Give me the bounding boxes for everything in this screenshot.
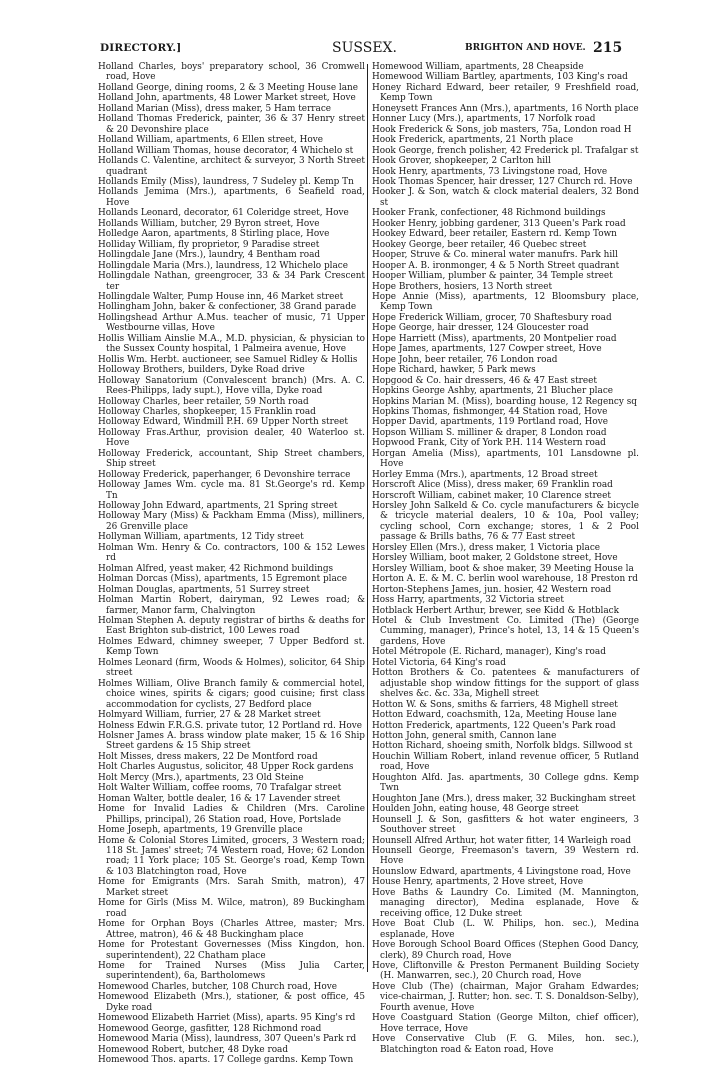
- directory-entry: Home for Emigrants (Mrs. Sarah Smith, matron), 47 Market street: [98, 877, 365, 898]
- directory-entry: Hollingham John, baker & confectioner, 38 Grand parade: [98, 302, 357, 313]
- directory-entry: Homewood Elizabeth Harriet (Miss), aparts. 95 King's rd: [98, 1013, 356, 1024]
- directory-entry: Home for Girls (Miss M. Wilce, matron), 89 Buckingham road: [98, 898, 365, 919]
- directory-entry: Holland William Thomas, house decorator, 4 Whichelo st: [98, 145, 354, 156]
- directory-entry: Holland George, dining rooms, 2 & 3 Meeting House lane: [98, 82, 359, 93]
- directory-entry: Homewood Charles, butcher, 108 Church road, Hove: [98, 981, 337, 992]
- directory-entry: Holmes Leonard (firm, Woods & Holmes), solicitor, 64 Ship street: [98, 657, 365, 679]
- directory-entry: Hoss Harry, apartments, 32 Victoria street: [372, 595, 564, 606]
- directory-entry: Houchin William Robert, inland revenue officer, 5 Rutland road, Hove: [372, 751, 639, 773]
- directory-entry: Home for Invalid Ladies & Children (Mrs. Caroline Phillips, principal), 26 Station road, Hove, Portslade: [98, 804, 365, 825]
- directory-entry: Hope George, hair dresser, 124 Gloucester road: [372, 323, 589, 334]
- directory-entry: Home Joseph, apartments, 19 Grenville place: [98, 825, 303, 836]
- directory-entry: Hookey George, beer retailer, 46 Quebec street: [372, 239, 587, 250]
- directory-entry: Holman Stephen A. deputy registrar of births & deaths for East Brighton sub-district, 100 Lewes road: [98, 616, 365, 637]
- directory-entry: Hollands Leonard, decorator, 61 Coleridge street, Hove: [98, 208, 349, 219]
- directory-entry: Hopper David, apartments, 119 Portland road, Hove: [372, 417, 608, 428]
- directory-entry: Homewood George, gasfitter, 128 Richmond road: [98, 1023, 322, 1034]
- directory-entry: Holloway Mary (Miss) & Packham Emma (Miss), milliners, 26 Grenville place: [98, 511, 365, 532]
- directory-entry: Houghton Jane (Mrs.), dress maker, 32 Buckingham street: [372, 793, 636, 804]
- directory-entry: Horscroft Alice (Miss), dress maker, 69 Franklin road: [372, 480, 613, 491]
- directory-entry: Hotton John, general smith, Cannon lane: [372, 731, 557, 741]
- directory-entry: Hollis Wm. Herbt. auctioneer, see Samuel Ridley & Hollis: [98, 354, 358, 365]
- directory-entry: Hooper A. B. ironmonger, 4 & 5 North Street quadrant: [372, 260, 620, 271]
- directory-entry: Hollyman William, apartments, 12 Tidy street: [98, 532, 304, 543]
- directory-entry: Holloway Charles, beer retailer, 59 North road: [98, 396, 309, 407]
- directory-entry: Hope Harriett (Miss), apartments, 20 Montpelier road: [372, 333, 617, 344]
- directory-entry: Hotel & Club Investment Co. Limited (The) (George Cumming, manager), Prince's hotel, 13, 14 & 15 Queen's gardens, Hove: [372, 616, 639, 647]
- directory-entry: Hopwood Frank, City of York P.H. 114 Western road: [372, 438, 606, 449]
- directory-entry: Holland Charles, boys' preparatory school, 36 Cromwell road, Hove: [98, 62, 365, 83]
- directory-entry: Hollands Jemima (Mrs.), apartments, 6 Seafield road, Hove: [98, 187, 365, 208]
- directory-entry: Homan Walter, bottle dealer, 16 & 17 Lavender street: [98, 793, 341, 804]
- directory-entry: Hopkins George Ashby, apartments, 21 Blucher place: [372, 386, 614, 397]
- directory-entry: Horsley John Salkeld & Co. cycle manufacturers & bicycle & tricycle material dealers, 10 & 10a, Pool valley; cycling school, Corn exchange; stores, 1 & 2 Pool passage & Brills baths, 76 & 77 East street: [372, 501, 639, 543]
- directory-entry: Hove Club (The) (chairman, Major Graham Edwardes; vice-chairman, J. Rutter; hon. sec. T. S. Donaldson-Selby), Fourth avenue, Hove: [372, 981, 639, 1013]
- directory-entry: Hotel Métropole (E. Richard, manager), King's road: [372, 647, 606, 658]
- directory-entry: House Henry, apartments, 2 Hove street, Hove: [372, 877, 584, 888]
- directory-entry: Hopkins Marian M. (Miss), boarding house, 12 Regency sq: [372, 396, 637, 407]
- directory-entry: Hook Frederick & Sons, job masters, 75a, London road H: [372, 124, 632, 135]
- directory-entry: Holloway Frederick, paperhanger, 6 Devonshire terrace: [98, 469, 351, 480]
- directory-entry: Hollingdale Jane (Mrs.), laundry, 4 Bentham road: [98, 250, 321, 261]
- directory-entry: Hounslow Edward, apartments, 4 Livingstone road, Hove: [372, 866, 631, 877]
- directory-entry: Holliday William, fly proprietor, 9 Paradise street: [98, 239, 320, 250]
- directory-entry: Hope Annie (Miss), apartments, 12 Bloomsbury place, Kemp Town: [372, 291, 639, 313]
- directory-entry: Holloway Brothers, builders, Dyke Road drive: [98, 365, 305, 376]
- directory-entry: Hounsell J. & Son, gasfitters & hot water engineers, 3 Southover street: [372, 814, 639, 836]
- directory-entry: Hook Frederick, apartments, 21 North place: [372, 135, 574, 146]
- directory-entry: Holland William, apartments, 6 Ellen street, Hove: [98, 135, 323, 146]
- directory-entry: Hove Boat Club (L. W. Philips, hon. sec.), Medina esplanade, Hove: [372, 919, 639, 940]
- directory-entry: Hooper William, plumber & painter, 34 Temple street: [372, 271, 613, 282]
- directory-entry: Hotton Brothers & Co. patentees & manufacturers of adjustable shop window fittings for the support of glass shelves &c. &c. 33a, Mighell street: [372, 668, 639, 700]
- running-head-right: BRIGHTON AND HOVE.: [465, 43, 586, 53]
- directory-entry: Hooper, Struve & Co. mineral water manufrs. Park hill: [372, 250, 618, 261]
- directory-entry: Home for Orphan Boys (Charles Attree, master; Mrs. Attree, matron), 46 & 48 Buckingham place: [98, 919, 365, 940]
- directory-entry: Homewood Maria (Miss), laundress, 307 Queen's Park rd: [98, 1034, 357, 1045]
- directory-entry: Hounsell Alfred Arthur, hot water fitter, 14 Warleigh road: [372, 835, 632, 846]
- directory-entry: Homewood Robert, butcher, 48 Dyke road: [98, 1044, 289, 1055]
- directory-entry: Hook Thomas Spencer, hair dresser, 127 Church rd. Hove: [372, 176, 633, 187]
- directory-entry: Horgan Amelia (Miss), apartments, 101 Lansdowne pl. Hove: [372, 448, 639, 470]
- directory-entry: Hope Brothers, hosiers, 13 North street: [372, 281, 553, 292]
- directory-entry: Hove Baths & Laundry Co. Limited (M. Mannington, managing director), Medina esplanade, Hove & receiving office, 12 Duke street: [372, 887, 639, 919]
- directory-entry: Hotton Richard, shoeing smith, Norfolk bldgs. Sillwood st: [372, 741, 633, 752]
- directory-entry: Horscroft William, cabinet maker, 10 Clarence street: [372, 490, 611, 501]
- directory-entry: Hove Conservative Club (F. G. Miles, hon. sec.), Blatchington road & Eaton road, Hove: [372, 1034, 639, 1055]
- page-number: 215: [593, 40, 623, 56]
- directory-entry: Honner Lucy (Mrs.), apartments, 17 Norfolk road: [372, 114, 596, 125]
- directory-entry: Holloway Edward, Windmill P.H. 69 Upper North street: [98, 417, 348, 428]
- directory-entry: Honeysett Frances Ann (Mrs.), apartments, 16 North place: [372, 103, 639, 114]
- directory-entry: Hooker Frank, confectioner, 48 Richmond buildings: [372, 208, 606, 219]
- directory-entry: Hotblack Herbert Arthur, brewer, see Kidd & Hotblack: [372, 605, 619, 616]
- directory-entry: Horsley William, boot & shoe maker, 39 Meeting House la: [372, 563, 634, 574]
- directory-entry: Homewood William, apartments, 28 Cheapside: [372, 62, 584, 72]
- directory-entry: Home & Colonial Stores Limited, grocers, 3 Western road; 118 St. James' street; 74 Western road, Hove; 62 London road; 11 York place; 105 St. George's road, Kemp Town & 103 Blatchington road, Hove: [98, 835, 365, 877]
- directory-entry: Hotton Edward, coachsmith, 12a, Meeting House lane: [372, 710, 617, 721]
- directory-entry: Hollingshead Arthur A.Mus. teacher of music, 71 Upper Westbourne villas, Hove: [98, 312, 365, 334]
- directory-entry: Hotton W. & Sons, smiths & farriers, 48 Mighell street: [372, 699, 618, 710]
- directory-entry: Holsner James A. brass window plate maker, 15 & 16 Ship Street gardens & 15 Ship street: [98, 731, 365, 752]
- running-head-county: SUSSEX.: [332, 40, 397, 56]
- directory-entry: Holland Thomas Frederick, painter, 36 & 37 Henry street & 20 Devonshire place: [98, 114, 365, 135]
- directory-entry: Hollands William, butcher, 29 Byron street, Hove: [98, 218, 320, 229]
- directory-entry: Holloway Fras.Arthur, provision dealer, 40 Waterloo st. Hove: [98, 427, 365, 449]
- directory-entry: Holt Walter William, coffee rooms, 70 Trafalgar street: [98, 783, 342, 794]
- column-divider: [367, 64, 368, 972]
- directory-entry: Hook Henry, apartments, 73 Livingstone road, Hove: [372, 166, 608, 177]
- directory-entry: Horton-Stephens James, jun. hosier, 42 Western road: [372, 584, 612, 595]
- directory-entry: Holt Misses, dress makers, 22 De Montford road: [98, 751, 318, 762]
- directory-entry: Hope Richard, hawker, 5 Park mews: [372, 365, 536, 376]
- directory-entry: Hopkins Thomas, fishmonger, 44 Station road, Hove: [372, 406, 608, 417]
- directory-entry: Holman Douglas, apartments, 51 Surrey street: [98, 584, 310, 595]
- directory-entry: Homewood Thos. aparts. 17 College gardns. Kemp Town: [98, 1055, 354, 1066]
- directory-entry: Hollingdale Walter, Pump House inn, 46 Market street: [98, 291, 344, 302]
- page-header: [100, 40, 640, 56]
- directory-entry: Hove Borough School Board Offices (Stephen Good Dancy, clerk), 89 Church road, Hove: [372, 940, 639, 961]
- directory-entry: Hove Coastguard Station (George Milton, chief officer), Hove terrace, Hove: [372, 1013, 639, 1034]
- directory-entry: Holland Marian (Miss), dress maker, 5 Ham terrace: [98, 103, 332, 114]
- directory-entry: Holman Martin Robert, dairyman, 92 Lewes road; & farmer, Manor farm, Chalvington: [98, 595, 365, 616]
- directory-entry: Holland John, apartments, 48 Lower Market street, Hove: [98, 93, 356, 104]
- directory-entry: Horsley William, boot maker, 2 Goldstone street, Hove: [372, 553, 618, 564]
- directory-entry: Hotton Frederick, apartments, 122 Queen's Park road: [372, 720, 616, 731]
- directory-entry: Horley Emma (Mrs.), apartments, 12 Broad street: [372, 469, 598, 480]
- directory-entry: Holloway Sanatorium (Convalescent branch) (Mrs. A. C. Rees-Philipps, lady supt.), Hove villa, Dyke road: [98, 375, 365, 397]
- directory-entry: Hopson William S. milliner & draper, 8 London road: [372, 427, 607, 438]
- directory-entry: Holman Alfred, yeast maker, 42 Richmond buildings: [98, 563, 334, 574]
- directory-entry: Horsley Ellen (Mrs.), dress maker, 1 Victoria place: [372, 542, 601, 553]
- directory-entry: Hooker J. & Son, watch & clock material dealers, 32 Bond st: [372, 187, 639, 208]
- directory-entry: Holmyard William, furrier, 27 & 28 Market street: [98, 710, 321, 721]
- directory-entry: Holloway John Edward, apartments, 21 Spring street: [98, 501, 338, 512]
- right-column: [372, 62, 639, 1055]
- directory-entry: Home for Trained Nurses (Miss Julia Carter, superintendent), 6a, Bartholomews: [98, 960, 365, 982]
- directory-entry: Holness Edwin F.R.G.S. private tutor, 12 Portland rd. Hove: [98, 720, 362, 731]
- directory-entry: Hookey Edward, beer retailer, Eastern rd. Kemp Town: [372, 229, 617, 240]
- directory-entry: Holt Mercy (Mrs.), apartments, 23 Old Steine: [98, 772, 304, 783]
- directory-entry: Holman Dorcas (Miss), apartments, 15 Egremont place: [98, 574, 347, 585]
- directory-entry: Hook Grover, shopkeeper, 2 Carlton hill: [372, 156, 551, 167]
- directory-entry: Holman Wm. Henry & Co. contractors, 100 & 152 Lewes rd: [98, 542, 365, 564]
- directory-entry: Holloway Charles, shopkeeper, 15 Franklin road: [98, 406, 316, 417]
- directory-entry: Holmes William, Olive Branch family & commercial hotel, choice wines, spirits & cigars; good cuisine; first class accommodation for cyclists, 27 Bedford place: [98, 678, 365, 710]
- directory-entry: Holloway James Wm. cycle ma. 81 St.George's rd. Kemp Tn: [98, 480, 365, 501]
- directory-entry: Houghton Alfd. Jas. apartments, 30 College gdns. Kemp Twn: [372, 772, 639, 794]
- directory-entry: Houlden John, eating house, 48 George street: [372, 804, 579, 815]
- directory-entry: Homewood Elizabeth (Mrs.), stationer, & post office, 45 Dyke road: [98, 992, 365, 1013]
- directory-entry: Hollingdale Nathan, greengrocer, 33 & 34 Park Crescent ter: [98, 271, 365, 292]
- directory-entry: Hope Frederick William, grocer, 70 Shaftesbury road: [372, 312, 612, 323]
- directory-entry: Hooker Henry, jobbing gardener, 313 Queen's Park road: [372, 218, 626, 229]
- directory-entry: Holledge Aaron, apartments, 8 Stirling place, Hove: [98, 229, 330, 240]
- left-column: [98, 62, 365, 1066]
- directory-entry: Hove, Cliftonville & Preston Permanent Building Society (H. Manwarren, sec.), 20 Church road, Hove: [372, 960, 639, 982]
- directory-entry: Hollands C. Valentine, architect & surveyor, 3 North Street quadrant: [98, 156, 365, 177]
- directory-entry: Hollands Emily (Miss), laundress, 7 Sudeley pl. Kemp Tn: [98, 176, 354, 187]
- directory-entry: Holmes Edward, chimney sweeper, 7 Upper Bedford st. Kemp Town: [98, 636, 365, 658]
- directory-entry: Hounsell George, Freemason's tavern, 39 Western rd. Hove: [372, 845, 639, 867]
- directory-entry: Hope John, beer retailer, 76 London road: [372, 354, 558, 365]
- directory-entry: Hollingdale Maria (Mrs.), laundress, 12 Whichelo place: [98, 260, 348, 271]
- directory-entry: Hotel Victoria, 64 King's road: [372, 657, 506, 668]
- directory-entry: Homewood William Bartley, apartments, 103 King's road: [372, 72, 628, 83]
- directory-entry: Hopgood & Co. hair dressers, 46 & 47 East street: [372, 375, 597, 386]
- directory-entry: Horton A. E. & M. C. berlin wool warehouse, 18 Preston rd: [372, 574, 638, 585]
- directory-entry: Hook George, french polisher, 42 Frederick pl. Trafalgar st: [372, 145, 639, 156]
- directory-entry: Hollis William Ainslie M.A., M.D. physician, & physician to the Sussex County hospital, 1 Palmeira avenue, Hove: [98, 333, 365, 355]
- directory-entry: Holloway Frederick, accountant, Ship Street chambers, Ship street: [98, 448, 365, 470]
- running-head-left: DIRECTORY.]: [100, 42, 182, 54]
- directory-entry: Hope James, apartments, 127 Cowper street, Hove: [372, 344, 602, 355]
- directory-entry: Holt Charles Augustus, solicitor, 48 Upper Rock gardens: [98, 762, 354, 773]
- directory-entry: Honey Richard Edward, beer retailer, 9 Freshfield road, Kemp Town: [372, 82, 639, 104]
- directory-entry: Home for Protestant Governesses (Miss Kingdon, hon. superintendent), 22 Chatham place: [98, 940, 365, 961]
